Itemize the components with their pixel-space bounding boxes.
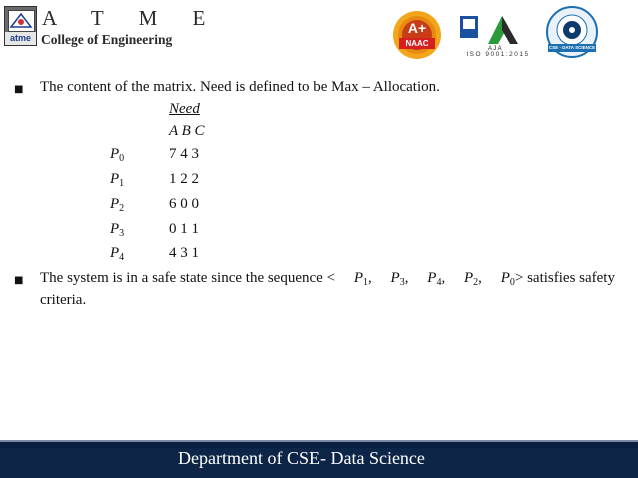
seq-subscript: 4 xyxy=(436,277,442,288)
safe-sequence-item: $P_1$, xyxy=(353,270,372,288)
row-label: P xyxy=(110,245,120,261)
atme-letters: A T M E xyxy=(42,6,221,30)
matrix-row xyxy=(110,221,124,238)
row-subscript: 4 xyxy=(119,252,125,263)
seq-subscript: 2 xyxy=(473,277,479,288)
matrix-row xyxy=(110,146,124,163)
row-label: P xyxy=(110,221,120,237)
row-subscript: 2 xyxy=(119,203,125,214)
naac-label: NAAC xyxy=(399,38,435,49)
matrix-row-values: 7 4 3 xyxy=(169,146,199,162)
safe-sequence-item: $P_4$, xyxy=(427,270,446,288)
svg-text:A J A: A J A xyxy=(488,46,502,52)
seq-subscript: 0 xyxy=(509,277,515,288)
seq-label: P xyxy=(463,270,474,286)
bullet-text-2 xyxy=(40,270,615,287)
need-matrix-columns: A B C xyxy=(169,123,205,139)
matrix-row xyxy=(110,171,124,188)
safe-state-tail: > satisfies safety xyxy=(514,270,615,286)
matrix-row-values: 4 3 1 xyxy=(169,245,199,261)
bullet-icon: ■ xyxy=(14,84,24,95)
matrix-row-values: 0 1 1 xyxy=(169,221,199,237)
row-subscript: 1 xyxy=(119,178,125,189)
seq-subscript: 3 xyxy=(399,277,405,288)
matrix-row-values: 1 2 2 xyxy=(169,171,199,187)
iso-text: ISO 9001:2015 xyxy=(466,51,530,58)
need-matrix-title: Need xyxy=(169,101,200,117)
row-label: P xyxy=(110,146,120,162)
matrix-row xyxy=(110,245,124,262)
bullet-icon: ■ xyxy=(14,275,24,286)
bullet-text-1: The content of the matrix. Need is defined to be Max – Allocation. xyxy=(40,79,440,95)
logo-tag: atme xyxy=(5,32,36,45)
seal-label: CSE - DATA SCIENCE xyxy=(548,45,596,50)
matrix-row xyxy=(110,196,124,213)
seq-label: P xyxy=(427,270,437,286)
row-label: P xyxy=(110,196,120,212)
footer-divider xyxy=(0,440,638,442)
row-label: P xyxy=(110,171,120,187)
row-subscript: 0 xyxy=(119,153,125,164)
bullet-text-2-continuation: criteria. xyxy=(40,292,87,308)
matrix-row-values: 6 0 0 xyxy=(169,196,199,212)
seq-label: P xyxy=(500,270,510,286)
row-subscript: 3 xyxy=(119,228,125,239)
safe-sequence-item: $P_3$, xyxy=(390,270,409,288)
college-name: College of Engineering xyxy=(41,32,173,47)
seq-subscript: 1 xyxy=(363,277,368,288)
seq-label: P xyxy=(353,270,363,286)
safe-state-lead: The system is in a safe state since the sequence < xyxy=(40,270,336,286)
safe-sequence-item: $P_2$, xyxy=(463,270,482,288)
safe-sequence-item xyxy=(501,270,615,287)
seq-label: P xyxy=(390,270,400,286)
naac-grade: A+ xyxy=(407,20,427,36)
footer-title: Department of CSE- Data Science xyxy=(178,448,425,468)
